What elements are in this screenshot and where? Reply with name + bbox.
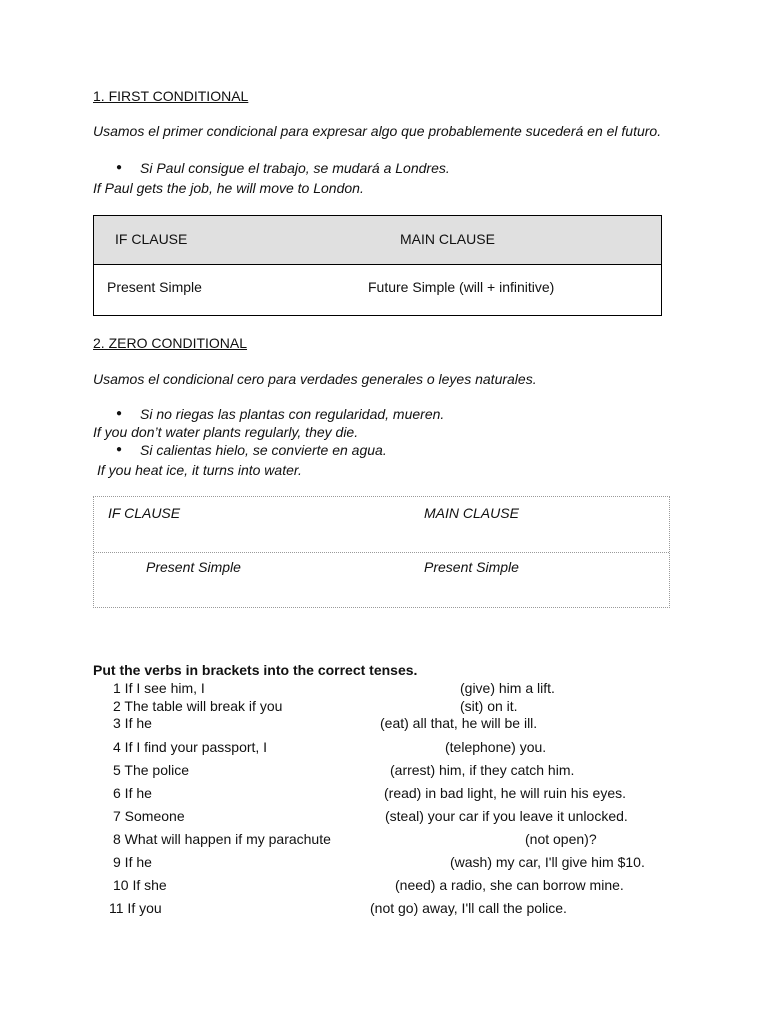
- exercise-item-5-end: (arrest) him, if they catch him.: [390, 762, 575, 778]
- exercise-item-5-start: 5 The police: [113, 762, 190, 778]
- exercise-item-4-start: 4 If I find your passport, I: [113, 739, 268, 755]
- exercise-item-7-end: (steal) your car if you leave it unlocked.: [385, 808, 628, 824]
- section1-heading: 1. FIRST CONDITIONAL: [93, 88, 249, 104]
- bullet-dot-icon: ●: [116, 408, 123, 419]
- table-header-if-clause: IF CLAUSE: [115, 231, 188, 247]
- table-cell-if-tense: Present Simple: [107, 279, 202, 295]
- exercise-item-8-start: 8 What will happen if my parachute: [113, 831, 331, 847]
- table-header-main-clause: MAIN CLAUSE: [424, 505, 519, 521]
- exercise-item-6-end: (read) in bad light, he will ruin his eyes.: [384, 785, 627, 801]
- bullet-dot-icon: ●: [116, 444, 123, 455]
- section2-heading: 2. ZERO CONDITIONAL: [93, 335, 248, 351]
- table-divider: [94, 552, 669, 553]
- exercise-title: Put the verbs in brackets into the correct tenses.: [93, 662, 418, 678]
- section2-bullet2-es: Si calientas hielo, se convierte en agua.: [140, 442, 387, 458]
- exercise-item-1-end: (give) him a lift.: [460, 680, 555, 696]
- exercise-item-2-end: (sit) on it.: [460, 698, 518, 714]
- table-cell-main-tense: Present Simple: [424, 559, 519, 575]
- exercise-item-10-end: (need) a radio, she can borrow mine.: [395, 877, 624, 893]
- exercise-item-8-end: (not open)?: [525, 831, 597, 847]
- exercise-item-4-end: (telephone) you.: [445, 739, 547, 755]
- section2-bullet1-es: Si no riegas las plantas con regularidad, mueren.: [140, 406, 445, 422]
- exercise-item-11-start: 11 If you: [109, 900, 162, 916]
- table-header-main-clause: MAIN CLAUSE: [400, 231, 495, 247]
- section2-example1-en: If you don’t water plants regularly, they die.: [93, 424, 359, 440]
- section1-intro: Usamos el primer condicional para expresar algo que probablemente sucederá en el futuro.: [93, 123, 662, 139]
- table-header-if-clause: IF CLAUSE: [108, 505, 181, 521]
- exercise-item-9-start: 9 If he: [113, 854, 152, 870]
- table-cell-main-tense: Future Simple (will + infinitive): [368, 279, 555, 295]
- exercise-item-3-start: 3 If he: [113, 715, 152, 731]
- exercise-item-10-start: 10 If she: [113, 877, 167, 893]
- bullet-dot-icon: ●: [116, 162, 123, 173]
- zero-conditional-table: [93, 496, 670, 608]
- section1-bullet-es: Si Paul consigue el trabajo, se mudará a Londres.: [140, 160, 450, 176]
- section2-example2-en: If you heat ice, it turns into water.: [97, 462, 302, 478]
- first-conditional-table: [93, 215, 662, 316]
- exercise-item-3-end: (eat) all that, he will be ill.: [380, 715, 538, 731]
- exercise-item-9-end: (wash) my car, I'll give him $10.: [450, 854, 645, 870]
- exercise-item-2-start: 2 The table will break if you: [113, 698, 283, 714]
- exercise-item-6-start: 6 If he: [113, 785, 152, 801]
- exercise-item-1-start: 1 If I see him, I: [113, 680, 205, 696]
- section1-example-en: If Paul gets the job, he will move to London.: [93, 180, 364, 196]
- exercise-item-11-end: (not go) away, I'll call the police.: [370, 900, 567, 916]
- section2-intro: Usamos el condicional cero para verdades generales o leyes naturales.: [93, 371, 537, 387]
- table-cell-if-tense: Present Simple: [146, 559, 241, 575]
- exercise-item-7-start: 7 Someone: [113, 808, 185, 824]
